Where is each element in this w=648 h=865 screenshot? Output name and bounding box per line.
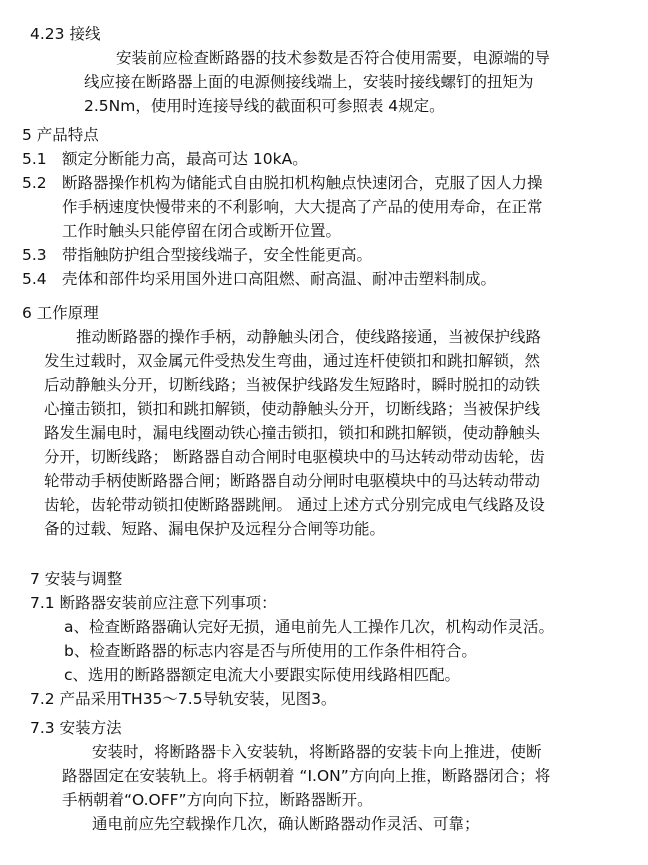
item-line: 额定分断能力高，最高可达 10kA。	[62, 150, 308, 168]
item-line: 作手柄速度快慢带来的不利影响，大大提高了产品的使用寿命，在正常	[62, 198, 543, 216]
paragraph-line: 后动静触头分开，切断线路；当被保护线路发生短路时，瞬时脱扣的动铁	[44, 376, 541, 394]
paragraph-line: 分开，切断线路； 断路器自动合闸时电驱模块中的马达转动带动齿轮，齿	[44, 448, 545, 466]
item-line: 断路器操作机构为储能式自由脱扣机构触点快速闭合，克服了因人力操	[62, 174, 543, 192]
paragraph-line: 路器固定在安装轨上。将手柄朝着 “I.ON”方向向上推，断路器闭合；将	[62, 767, 551, 785]
subsection-7-1: 7.1 断路器安装前应注意下列事项：	[30, 594, 277, 612]
item-number: 5.3	[22, 246, 47, 264]
paragraph-line: 齿轮，齿轮带动锁扣使断路器跳闸。 通过上述方式分别完成电气线路及设	[44, 496, 545, 514]
paragraph-line: 备的过载、短路、漏电保护及远程分合闸等功能。	[44, 520, 386, 538]
paragraph-line: 通电前应先空载操作几次，确认断路器动作灵活、可靠；	[92, 815, 480, 833]
subsection-7-2: 7.2 产品采用TH35～7.5导轨安装，见图3。	[30, 690, 337, 708]
section-5-heading: 5 产品特点	[22, 126, 99, 144]
paragraph-line: 轮带动手柄使断路器合闸；断路器自动分闸时电驱模块中的马达转动带动	[44, 472, 541, 490]
paragraph-line: 安装前应检查断路器的技术参数是否符合使用需要，电源端的导	[116, 49, 551, 67]
item-line: 带指触防护组合型接线端子，安全性能更高。	[62, 246, 373, 264]
paragraph-line: 手柄朝着“O.OFF”方向向下拉，断路器断开。	[62, 791, 373, 809]
item-line: 壳体和部件均采用国外进口高阻燃、耐高温、耐冲击塑料制成。	[62, 270, 497, 288]
section-4-23-heading: 4.23 接线	[30, 25, 101, 43]
paragraph-line: 2.5Nm，使用时连接导线的截面积可参照表 4规定。	[84, 97, 445, 115]
list-item: a、检查断路器确认完好无损，通电前先人工操作几次，机构动作灵活。	[64, 618, 555, 636]
section-6-heading: 6 工作原理	[22, 304, 99, 322]
item-line: 工作时触头只能停留在闭合或断开位置。	[62, 222, 342, 240]
paragraph-line: 安装时，将断路器卡入安装轨，将断路器的安装卡向上推进，使断	[92, 743, 542, 761]
paragraph-line: 推动断路器的操作手柄，动静触头闭合，使线路接通，当被保护线路	[76, 328, 542, 346]
item-number: 5.4	[22, 270, 47, 288]
section-7-heading: 7 安装与调整	[30, 570, 123, 588]
item-number: 5.1	[22, 150, 47, 168]
list-item: b、检查断路器的标志内容是否与所使用的工作条件相符合。	[64, 642, 477, 660]
item-number: 5.2	[22, 174, 47, 192]
subsection-7-3: 7.3 安装方法	[30, 719, 122, 737]
paragraph-line: 心撞击锁扣，锁扣和跳扣解锁，使动静触头分开，切断线路；当被保护线	[44, 400, 541, 418]
paragraph-line: 发生过载时，双金属元件受热发生弯曲，通过连杆使锁扣和跳扣解锁，然	[44, 352, 541, 370]
list-item: c、选用的断路器额定电流大小要跟实际使用线路相匹配。	[64, 666, 461, 684]
paragraph-line: 线应接在断路器上面的电源侧接线端上，安装时接线螺钉的扭矩为	[84, 73, 534, 91]
paragraph-line: 路发生漏电时，漏电线圈动铁心撞击锁扣，锁扣和跳扣解锁，使动静触头	[44, 424, 541, 442]
